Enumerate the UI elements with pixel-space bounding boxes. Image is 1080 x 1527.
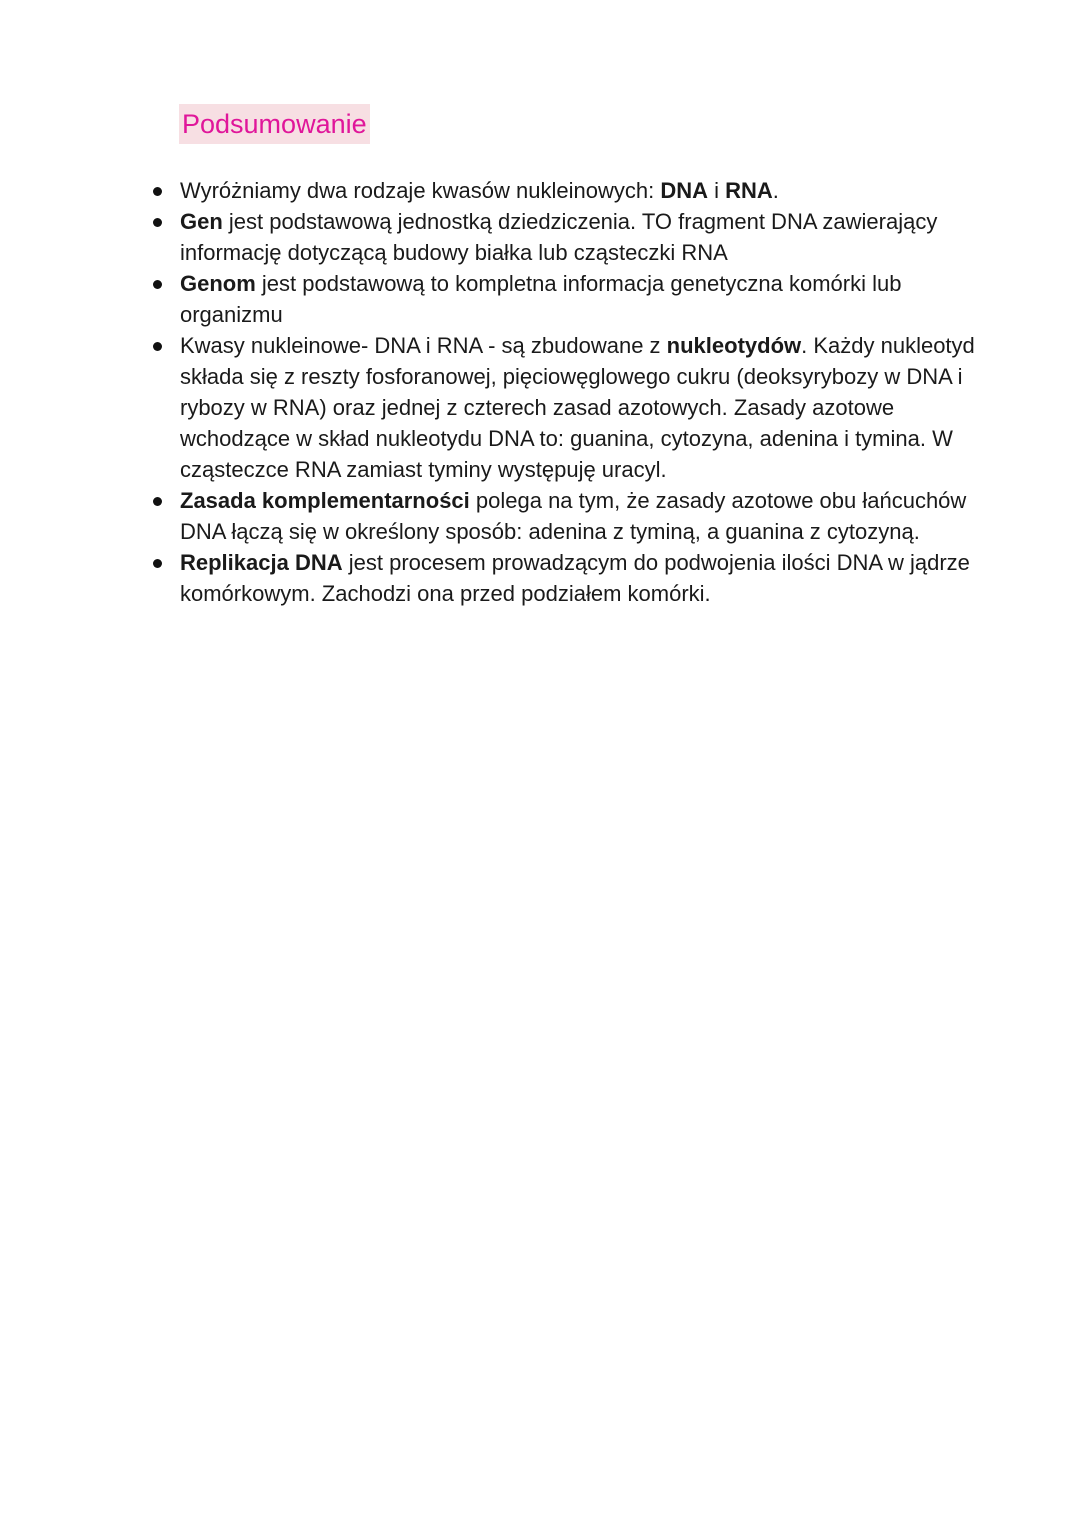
- summary-list: [0, 175, 1000, 609]
- list-item-bold: Zasada komplementarności: [180, 488, 470, 513]
- list-item-bold: DNA: [660, 178, 708, 203]
- bullet-icon: [153, 218, 162, 227]
- list-item: [0, 268, 1000, 330]
- bullet-icon: [153, 280, 162, 289]
- bullet-icon: [153, 187, 162, 196]
- page-title: Podsumowanie: [179, 104, 370, 144]
- list-item-bold: nukleotydów: [666, 333, 802, 358]
- list-item: [0, 485, 1000, 547]
- list-item: [0, 330, 1000, 485]
- list-item-text: Kwasy nukleinowe- DNA i RNA - są zbudowane z: [180, 333, 667, 358]
- list-item-text: jest procesem prowadzącym do podwojenia ilości DNA w jądrze komórkowym. Zachodzi ona przed podziałem komórki.: [180, 550, 970, 606]
- list-item-bold: Gen: [180, 209, 223, 234]
- list-item-text: jest podstawową jednostką dziedziczenia. TO fragment DNA zawierający informację dotyczącą budowy białka lub cząsteczki RNA: [180, 209, 938, 265]
- list-item-text: i: [708, 178, 726, 203]
- bullet-icon: [153, 559, 162, 568]
- list-item: [0, 547, 1000, 609]
- list-item-bold: Replikacja DNA: [180, 550, 343, 575]
- list-item-text: .: [772, 178, 779, 203]
- list-item: [0, 206, 1000, 268]
- list-item: [0, 175, 1000, 206]
- list-item-bold: RNA: [725, 178, 773, 203]
- list-item-text: Wyróżniamy dwa rodzaje kwasów nukleinowych:: [180, 178, 661, 203]
- bullet-icon: [153, 497, 162, 506]
- list-item-text: jest podstawową to kompletna informacja genetyczna komórki lub organizmu: [180, 271, 902, 327]
- list-item-bold: Genom: [180, 271, 256, 296]
- bullet-icon: [153, 342, 162, 351]
- list-item-text: polega na tym, że zasady azotowe obu łańcuchów DNA łączą się w określony sposób: adenina z tyminą, a guanina z cytozyną.: [180, 488, 967, 544]
- list-item-text: . Każdy nukleotyd składa się z reszty fosforanowej, pięciowęglowego cukru (deoksyrybozy w DNA i rybozy w RNA) oraz jednej z czterech zasad azotowych. Zasady azotowe wchodzące w skład nukleotydu DNA to: guanina, cytozyna, adenina i tymina. W cząsteczce RNA zamiast tyminy występuję uracyl.: [180, 333, 975, 482]
